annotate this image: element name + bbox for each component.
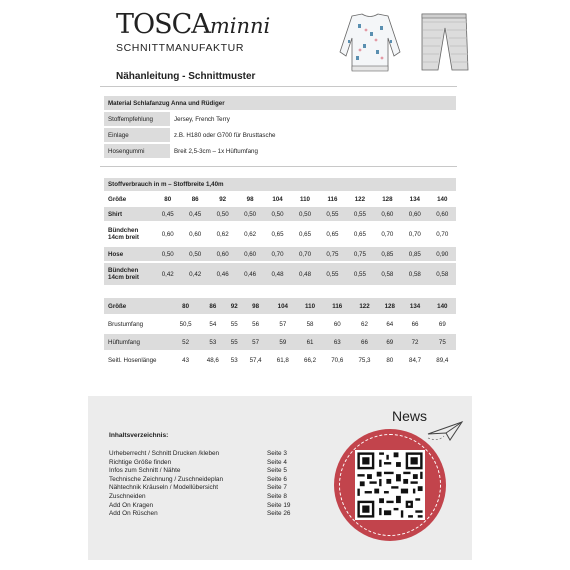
usage-cell: 0,70	[429, 222, 456, 246]
toc-item-page: Seite 19	[267, 501, 291, 509]
size-cell: 104	[269, 298, 296, 315]
toc-item-page: Seite 8	[267, 492, 287, 500]
measure-cell: 57	[242, 333, 269, 351]
toc-item-page: Seite 4	[267, 458, 287, 466]
toc-item-label: Richtige Größe finden	[109, 458, 172, 466]
toc-title: Inhaltsverzeichnis:	[109, 432, 169, 439]
qr-code-icon[interactable]	[355, 450, 425, 520]
toc-item[interactable]	[109, 484, 309, 493]
usage-row-shirt	[104, 206, 456, 222]
usage-cell: 0,60	[401, 206, 428, 222]
measure-cell: 66	[401, 315, 428, 333]
usage-cell: 0,60	[154, 222, 181, 246]
toc-item[interactable]	[109, 467, 309, 476]
measure-cell: 59	[269, 333, 296, 351]
usage-cell: 0,65	[319, 222, 346, 246]
toc-item[interactable]	[109, 450, 309, 459]
usage-row-hose	[104, 246, 456, 262]
measure-cell: 66,2	[296, 351, 323, 369]
measure-cell: 64	[378, 315, 401, 333]
measure-cell: 80	[378, 351, 401, 369]
size-header-label: Größe	[104, 298, 172, 315]
news-label: News	[392, 408, 428, 424]
material-value: Breit 2,5-3cm – 1x Hüftumfang	[170, 143, 456, 159]
material-table	[104, 96, 456, 160]
size-cell: 110	[291, 192, 318, 206]
size-cell: 116	[319, 192, 346, 206]
measure-cell: 84,7	[401, 351, 428, 369]
usage-row-cuff-hose	[104, 262, 456, 286]
material-value: Jersey, French Terry	[170, 111, 456, 127]
size-cell: 92	[209, 192, 236, 206]
usage-row-label: Bündchen 14cm breit	[104, 222, 154, 246]
size-row-hosenlaenge	[104, 351, 456, 369]
paper-plane-icon	[426, 420, 466, 442]
usage-row-label: Hose	[104, 246, 154, 262]
measure-cell: 53	[199, 333, 226, 351]
measure-cell: 48,6	[199, 351, 226, 369]
material-value: z.B. H180 oder G700 für Brusttasche	[170, 127, 456, 143]
material-header-row	[104, 96, 456, 111]
usage-cell: 0,65	[264, 222, 291, 246]
usage-cell: 0,60	[181, 222, 208, 246]
measure-cell: 52	[172, 333, 199, 351]
size-cell: 104	[264, 192, 291, 206]
size-chart-table	[104, 298, 456, 370]
size-cell: 86	[181, 192, 208, 206]
divider	[100, 86, 457, 87]
page-title: Nähanleitung - Schnittmuster	[116, 71, 256, 82]
size-cell: 92	[226, 298, 242, 315]
brand-main: TOSCA	[116, 9, 210, 40]
measure-cell: 55	[226, 333, 242, 351]
brand-name	[116, 9, 271, 41]
usage-cell: 0,58	[401, 262, 428, 286]
toc-item-page: Seite 6	[267, 475, 287, 483]
usage-cell: 0,46	[209, 262, 236, 286]
usage-size-label: Größe	[104, 192, 154, 206]
usage-cell: 0,70	[401, 222, 428, 246]
size-row-brust	[104, 315, 456, 333]
usage-cell: 0,65	[346, 222, 373, 246]
usage-cell: 0,70	[264, 246, 291, 262]
fabric-usage-table	[104, 178, 456, 287]
measure-cell: 62	[351, 315, 378, 333]
material-label: Stoffempfehlung	[104, 111, 170, 127]
toc-item-label: Zuschneiden	[109, 492, 146, 500]
toc-item[interactable]	[109, 459, 309, 468]
toc-item-label: Add On Kragen	[109, 501, 154, 509]
usage-cell: 0,50	[154, 246, 181, 262]
usage-cell: 0,75	[319, 246, 346, 262]
size-cell: 110	[296, 298, 323, 315]
size-cell: 116	[324, 298, 351, 315]
usage-size-row	[104, 192, 456, 206]
usage-header-row	[104, 178, 456, 192]
usage-cell: 0,62	[236, 222, 263, 246]
material-label: Hosengummi	[104, 143, 170, 159]
toc-item[interactable]	[109, 493, 309, 502]
usage-cell: 0,60	[209, 246, 236, 262]
divider	[100, 166, 457, 167]
usage-cell: 0,55	[346, 262, 373, 286]
pants-illustration	[422, 14, 468, 70]
brand-sub: minni	[209, 14, 271, 38]
usage-cell: 0,55	[319, 206, 346, 222]
material-row	[104, 111, 456, 127]
usage-cell: 0,50	[236, 206, 263, 222]
usage-cell: 0,62	[209, 222, 236, 246]
usage-cell: 0,42	[181, 262, 208, 286]
usage-cell: 0,65	[291, 222, 318, 246]
toc-item-label: Technische Zeichnung / Zuschneideplan	[109, 475, 224, 483]
size-row-label: Hüftumfang	[104, 333, 172, 351]
measure-cell: 89,4	[429, 351, 456, 369]
material-header: Material Schlafanzug Anna und Rüdiger	[104, 96, 456, 111]
material-row	[104, 127, 456, 143]
size-cell: 80	[154, 192, 181, 206]
usage-cell: 0,85	[374, 246, 401, 262]
usage-cell: 0,45	[181, 206, 208, 222]
size-cell: 140	[429, 298, 456, 315]
toc-item-label: Nähtechnik Kräuseln / Modellübersicht	[109, 484, 219, 492]
size-cell: 122	[346, 192, 373, 206]
toc-item-label: Urheberrecht / Schnitt Drucken /kleben	[109, 450, 220, 457]
measure-cell: 50,5	[172, 315, 199, 333]
measure-cell: 56	[242, 315, 269, 333]
size-cell: 134	[401, 298, 428, 315]
size-cell: 140	[429, 192, 456, 206]
toc-item[interactable]	[109, 476, 309, 485]
measure-cell: 63	[324, 333, 351, 351]
toc-item[interactable]	[109, 510, 309, 519]
usage-cell: 0,50	[291, 206, 318, 222]
measure-cell: 66	[351, 333, 378, 351]
usage-row-label: Shirt	[104, 206, 154, 222]
usage-cell: 0,75	[346, 246, 373, 262]
measure-cell: 72	[401, 333, 428, 351]
measure-cell: 55	[226, 315, 242, 333]
usage-cell: 0,58	[429, 262, 456, 286]
brand-tagline: SCHNITTMANUFAKTUR	[116, 42, 245, 54]
toc-item-page: Seite 3	[267, 450, 287, 457]
usage-cell: 0,60	[374, 206, 401, 222]
usage-cell: 0,70	[374, 222, 401, 246]
size-row-label: Seitl. Hosenlänge	[104, 351, 172, 369]
brand-logo	[116, 9, 271, 54]
usage-cell: 0,50	[264, 206, 291, 222]
usage-cell: 0,55	[346, 206, 373, 222]
usage-cell: 0,45	[154, 206, 181, 222]
size-cell: 98	[242, 298, 269, 315]
toc-item-label: Infos zum Schnitt / Nähte	[109, 467, 181, 475]
size-cell: 86	[199, 298, 226, 315]
measure-cell: 60	[324, 315, 351, 333]
usage-cell: 0,50	[181, 246, 208, 262]
material-row	[104, 143, 456, 159]
measure-cell: 53	[226, 351, 242, 369]
usage-cell: 0,70	[291, 246, 318, 262]
measure-cell: 61,8	[269, 351, 296, 369]
measure-cell: 70,6	[324, 351, 351, 369]
sweater-illustration	[340, 14, 400, 71]
toc-item-page: Seite 26	[267, 510, 291, 518]
usage-cell: 0,55	[319, 262, 346, 286]
size-cell: 128	[378, 298, 401, 315]
usage-cell: 0,48	[291, 262, 318, 286]
measure-cell: 54	[199, 315, 226, 333]
usage-cell: 0,60	[429, 206, 456, 222]
measure-cell: 57,4	[242, 351, 269, 369]
measure-cell: 58	[296, 315, 323, 333]
measure-cell: 75	[429, 333, 456, 351]
size-cell: 128	[374, 192, 401, 206]
usage-header: Stoffverbrauch in m – Stoffbreite 1,40m	[104, 178, 456, 192]
measure-cell: 69	[378, 333, 401, 351]
usage-cell: 0,60	[236, 246, 263, 262]
size-cell: 122	[351, 298, 378, 315]
measure-cell: 57	[269, 315, 296, 333]
toc-list	[109, 450, 309, 519]
usage-cell: 0,48	[264, 262, 291, 286]
measure-cell: 61	[296, 333, 323, 351]
size-header-row	[104, 298, 456, 315]
toc-item-page: Seite 7	[267, 484, 287, 492]
size-cell: 134	[401, 192, 428, 206]
usage-row-cuff-shirt	[104, 222, 456, 246]
usage-cell: 0,90	[429, 246, 456, 262]
size-row-label: Brustumfang	[104, 315, 172, 333]
material-label: Einlage	[104, 127, 170, 143]
measure-cell: 43	[172, 351, 199, 369]
measure-cell: 75,3	[351, 351, 378, 369]
usage-cell: 0,85	[401, 246, 428, 262]
usage-row-label: Bündchen 14cm breit	[104, 262, 154, 286]
usage-cell: 0,46	[236, 262, 263, 286]
size-cell: 98	[236, 192, 263, 206]
garment-illustration	[330, 10, 475, 80]
toc-item-page: Seite 5	[267, 467, 287, 475]
toc-item-label: Add On Rüschen	[109, 510, 158, 518]
size-row-huefte	[104, 333, 456, 351]
usage-cell: 0,58	[374, 262, 401, 286]
usage-cell: 0,42	[154, 262, 181, 286]
toc-item[interactable]	[109, 502, 309, 511]
measure-cell: 69	[429, 315, 456, 333]
size-cell: 80	[172, 298, 199, 315]
usage-cell: 0,50	[209, 206, 236, 222]
